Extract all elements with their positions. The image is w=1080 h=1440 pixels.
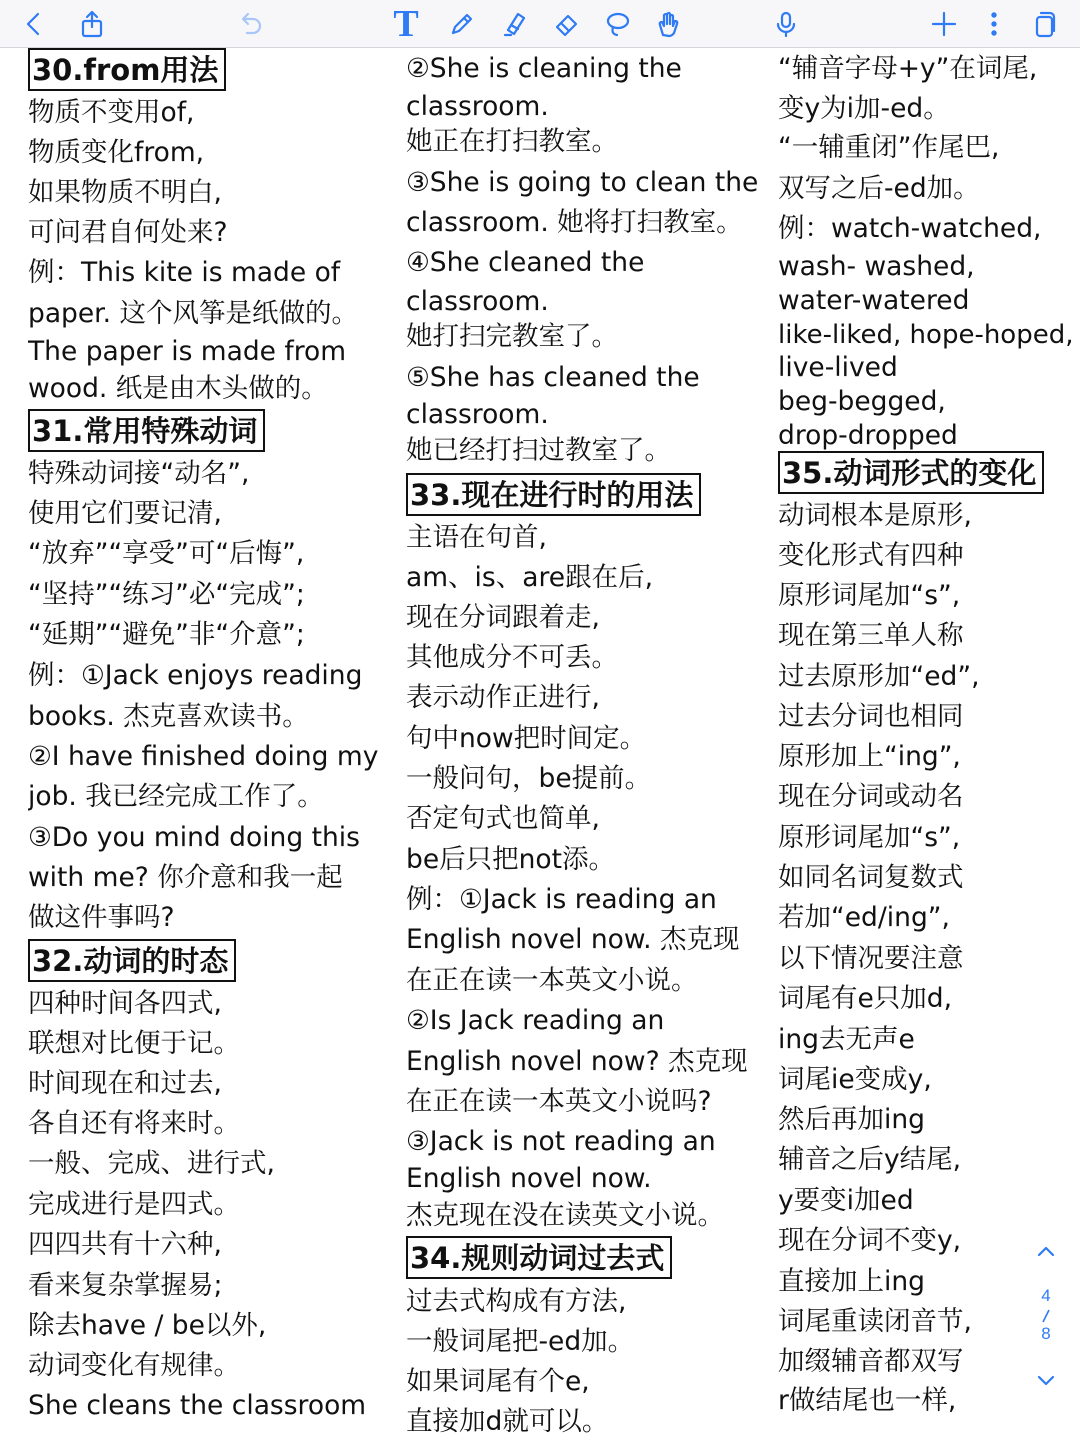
note-line: 辅音之后y结尾, [778,1144,962,1175]
note-line: 过去分词也相同 [778,701,964,732]
note-line: 联想对比便于记。 [28,1028,240,1059]
note-line: ③She is going to clean the [406,167,759,198]
note-line: drop-dropped [778,420,958,451]
note-line: 一般词尾把-ed加。 [406,1326,635,1357]
note-line: 使用它们要记清, [28,498,222,529]
note-line: 原形词尾加“s”, [778,580,961,611]
section-heading: 31.常用特殊动词 [28,409,265,452]
note-line: 各自还有将来时。 [28,1108,240,1139]
highlighter-icon[interactable] [494,4,534,44]
note-line: ②Is Jack reading an [406,1005,665,1036]
note-line: classroom. [406,286,549,317]
page-indicator [1026,1238,1066,1398]
note-line: 例：①Jack is reading an [406,884,717,915]
note-line: 在正在读一本英文小说。 [406,965,698,996]
note-line: 其他成分不可丢。 [406,642,618,673]
note-line: 时间现在和过去, [28,1068,222,1099]
note-line: am、is、are跟在后, [406,562,654,593]
total-pages: 8 [1041,1324,1051,1343]
note-line: live-lived [778,352,898,383]
note-line: classroom. [406,399,549,430]
note-line: 动词变化有规律。 [28,1350,240,1381]
note-line: 可问君自何处来? [28,217,228,248]
note-line: 例：①Jack enjoys reading [28,660,363,691]
note-line: “坚持”“练习”必“完成”; [28,579,305,610]
note-line: 加缀辅音都双写 [778,1346,964,1377]
note-line: English novel now? 杰克现 [406,1046,748,1077]
note-line: ③Do you mind doing this [28,822,360,853]
note-line: 若加“ed/ing”, [778,902,950,933]
note-line: 看来复杂掌握易; [28,1270,223,1301]
note-line: 词尾有e只加d, [778,983,953,1014]
note-line: 一般、完成、进行式, [28,1148,275,1179]
note-line: ②I have finished doing my [28,741,379,772]
note-line: 过去原形加“ed”, [778,661,980,692]
note-line: 杰克现在没在读英文小说。 [406,1200,724,1231]
eraser-icon[interactable] [546,4,586,44]
more-icon[interactable] [974,4,1014,44]
note-line: 如同名词复数式 [778,862,964,893]
note-line: 除去have / be以外, [28,1310,267,1341]
note-line: wood. 纸是由木头做的。 [28,373,328,404]
note-line: English novel now. [406,1163,652,1194]
page-separator [1040,1309,1052,1323]
add-icon[interactable] [924,4,964,44]
toolbar [0,0,1080,48]
pen-icon[interactable] [442,4,482,44]
note-line: “延期”“避免”非“介意”; [28,619,305,650]
note-line: 变化形式有四种 [778,540,964,571]
note-line: 四四共有十六种, [28,1229,222,1260]
note-line: job. 我已经完成工作了。 [28,781,324,812]
note-line: 一般问句，be提前。 [406,763,652,794]
note-line: 变y为i加-ed。 [778,93,950,124]
note-line: y要变i加ed [778,1185,914,1216]
note-line: beg-begged, [778,386,946,417]
note-line: 现在第三单人称 [778,620,964,651]
chevron-down-icon[interactable] [1032,1366,1060,1394]
note-line: 直接加d就可以。 [406,1406,609,1437]
note-line: 直接加上ing [778,1266,925,1297]
note-line: classroom. 她将打扫教室。 [406,207,743,238]
undo-icon[interactable] [230,4,270,44]
note-line: 原形加上“ing”, [778,741,961,772]
share-icon[interactable] [72,4,112,44]
note-line: 完成进行是四式。 [28,1189,240,1220]
note-line: 物质变化from, [28,137,205,168]
section-heading: 30.from用法 [28,48,226,91]
note-line: 她正在打扫教室。 [406,126,618,157]
note-line: 现在分词跟着走, [406,602,600,633]
note-line: 特殊动词接“动名”, [28,458,250,489]
chevron-up-icon[interactable] [1032,1238,1060,1266]
note-line: ④She cleaned the [406,247,645,278]
note-line: paper. 这个风筝是纸做的。 [28,298,358,329]
note-line: 否定句式也简单, [406,803,600,834]
note-line: books. 杰克喜欢读书。 [28,701,309,732]
note-line: “一辅重闭”作尾巴, [778,132,1000,163]
note-line: 在正在读一本英文小说吗? [406,1086,712,1117]
note-line: wash- washed, [778,251,975,282]
note-line: 她已经打扫过教室了。 [406,435,671,466]
note-line: 双写之后-ed加。 [778,173,980,204]
note-line: 四种时间各四式, [28,988,222,1019]
note-line: 以下情况要注意 [778,943,964,974]
hand-icon[interactable] [648,4,688,44]
note-line: ②She is cleaning the [406,53,682,84]
column-3 [778,48,1078,1440]
note-line: 句中now把时间定。 [406,723,647,754]
note-line: like-liked, hope-hoped, [778,320,1074,350]
section-heading: 34.规则动词过去式 [406,1236,672,1279]
note-line: English novel now. 杰克现 [406,924,740,955]
current-page: 4 [1041,1286,1051,1305]
note-line: 词尾ie变成y, [778,1064,932,1095]
note-line: ing去无声e [778,1024,915,1055]
note-line: She cleans the classroom [28,1390,367,1421]
note-line: 动词根本是原形, [778,500,972,531]
note-line: ⑤She has cleaned the [406,362,700,393]
section-heading: 32.动词的时态 [28,939,236,982]
note-line: 过去式构成有方法, [406,1286,627,1317]
note-line: “放弃”“享受”可“后悔”, [28,538,305,569]
note-page[interactable] [0,48,1080,1440]
microphone-icon[interactable] [766,4,806,44]
note-line: water-watered [778,285,970,316]
back-icon[interactable] [14,4,54,44]
note-line: ③Jack is not reading an [406,1126,716,1157]
note-line: 例：watch-watched, [778,213,1042,244]
note-line: 然后再加ing [778,1104,925,1135]
note-line: 她打扫完教室了。 [406,321,618,352]
text-tool-icon[interactable]: T [393,3,419,45]
note-line: with me? 你介意和我一起 [28,862,343,893]
note-line: The paper is made from [28,336,347,367]
column-1 [28,48,380,1440]
note-line: 做这件事吗? [28,902,175,933]
note-line: r做结尾也一样, [778,1385,957,1416]
note-line: 现在分词不变y, [778,1225,962,1256]
note-line: be后只把not添。 [406,844,616,875]
section-heading: 33.现在进行时的用法 [406,473,701,516]
pages-icon[interactable] [1024,4,1064,44]
note-line: 表示动作正进行, [406,682,600,713]
note-line: 词尾重读闭音节, [778,1306,972,1337]
note-line: 例：This kite is made of [28,257,341,288]
note-line: classroom. [406,91,549,122]
section-heading: 35.动词形式的变化 [778,451,1044,494]
note-line: 原形词尾加“s”, [778,822,961,853]
note-line: 物质不变用of, [28,97,195,128]
note-line: 如果词尾有个e, [406,1366,590,1397]
column-2 [406,48,762,1440]
note-line: 主语在句首, [406,522,547,553]
note-line: 现在分词或动名 [778,781,964,812]
lasso-icon[interactable] [598,4,638,44]
note-line: “辅音字母+y”在词尾, [778,53,1038,84]
note-line: 如果物质不明白, [28,177,222,208]
